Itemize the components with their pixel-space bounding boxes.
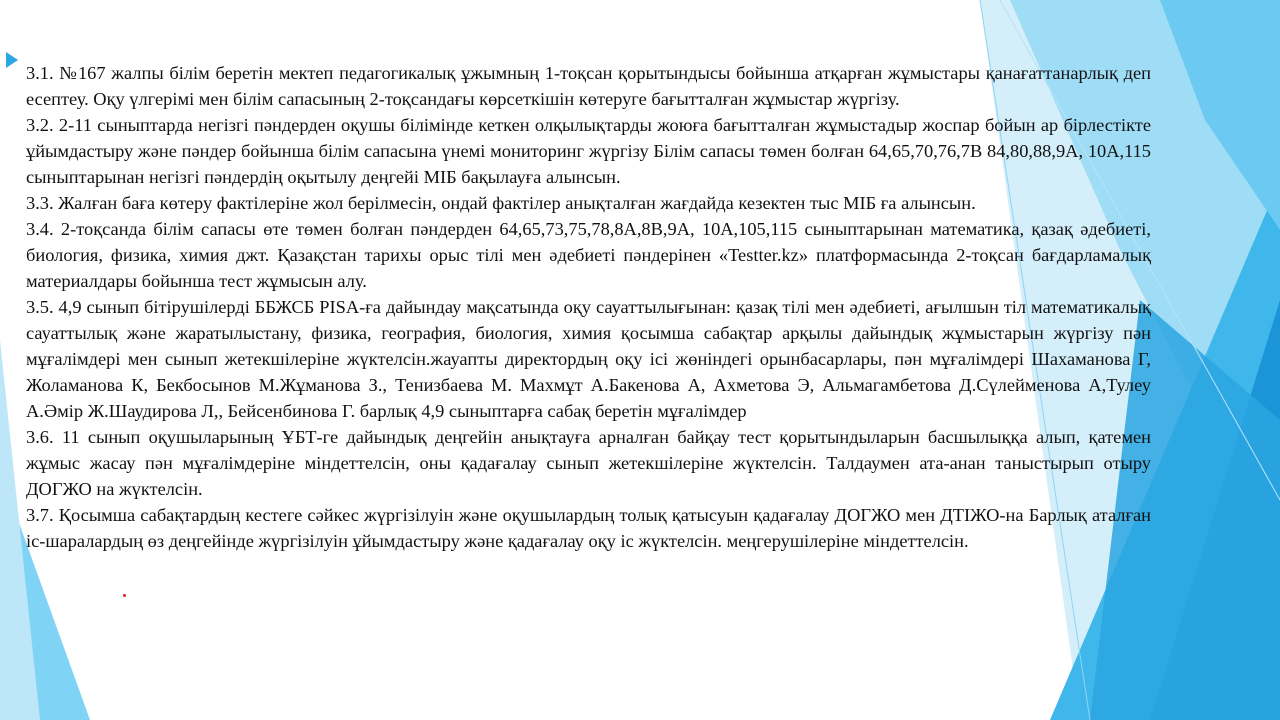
paragraph-3-2: 3.2. 2-11 сыныптарда негізгі пәндерден оқушы білімінде кеткен олқылықтарды жоюға бағытталған жұмыстадыр жоспар бойын ар бірлестікте ұйымдастыру және пәндер бойынша білім сапасына үнемі мониторинг жүргізу Білім сапасы төмен болған 64,65,70,76,7В 84,80,88,9А, 10А,115 сыныптарынан негізгі пәндердің оқытылу деңгейі МІБ бақылауға алынсын. <box>26 115 1151 187</box>
slide-body <box>26 60 1151 554</box>
paragraph-3-4: 3.4. 2-тоқсанда білім сапасы өте төмен болған пәндерден 64,65,73,75,78,8А,8В,9А, 10А,105,115 сыныптарынан математика, қазақ әдебиеті, биология, физика, химия джт. Қазақстан тарихы орыс тілі мен әдебиеті пәндерінен «Testter.kz» платформасында 2-тоқсан бағдарламалық материалдары бойынша тест жұмысын алу. <box>26 219 1151 291</box>
red-dot-mark <box>123 594 126 597</box>
decor-left-arrow <box>6 52 18 68</box>
paragraph-3-3: 3.3. Жалған баға көтеру фактілеріне жол берілмесін, ондай фактілер анықталған жағдайда кезектен тыс МІБ ға алынсын. <box>26 193 976 213</box>
paragraph-3-6: 3.6. 11 сынып оқушыларының ҰБТ-ге дайындық деңгейін анықтауға арналған байқау тест қорытындыларын басшылыққа алып, қатемен жұмыс жасау пән мұғалімдеріне міндеттелсін, оны қадағалау сынып жетекшілеріне жүктелсін. Талдаумен ата-анан таныстырып отыру ДОГЖО на жүктелсін. <box>26 427 1151 499</box>
paragraph-3-1: 3.1. №167 жалпы білім беретін мектеп педагогикалық ұжымның 1-тоқсан қорытындысы бойынша атқарған жұмыстары қанағаттанарлық деп есептеу. Оқу үлгерімі мен білім сапасының 2-тоқсандағы көрсеткішін көтеруге бағытталған жұмыстар жүргізу. <box>26 63 1151 109</box>
paragraph-3-7: 3.7. Қосымша сабақтардың кестеге сәйкес жүргізілуін және оқушылардың толық қатысуын қадағалау ДОГЖО мен ДТІЖО-на Барлық аталған іс-шаралардың өз деңгейінде жүргізілуін ұйымдастыру және қадағалау оқу іс жүктелсін. меңгерушілеріне міндеттелсін. <box>26 505 1151 551</box>
paragraph-3-5: 3.5. 4,9 сынып бітірушілерді ББЖСБ PISA-ға дайындау мақсатында оқу сауаттылығынан: қазақ тілі мен әдебиеті, ағылшын тіл математикалық сауаттылық және жаратылыстану, физика, география, биология, химия қосымша сабақтар арқылы дайындық жұмыстарын жүргізу пән мұғалімдері мен сынып жетекшілеріне жүктелсін.жауапты директордың оқу ісі жөніндегі орынбасарлары, пән мұғалімдері Шахаманова Г, Жоламанова К, Бекбосынов М.Жұманова З., Тенизбаева М. Махмұт А.Бакенова А, Ахметова Э, Альмагамбетова Д.Сүлейменова А,Тулеу А.Әмір Ж.Шаудирова Л,, Бейсенбинова Г. барлық 4,9 сыныптарға сабақ беретін мұғалімдер <box>26 297 1151 421</box>
